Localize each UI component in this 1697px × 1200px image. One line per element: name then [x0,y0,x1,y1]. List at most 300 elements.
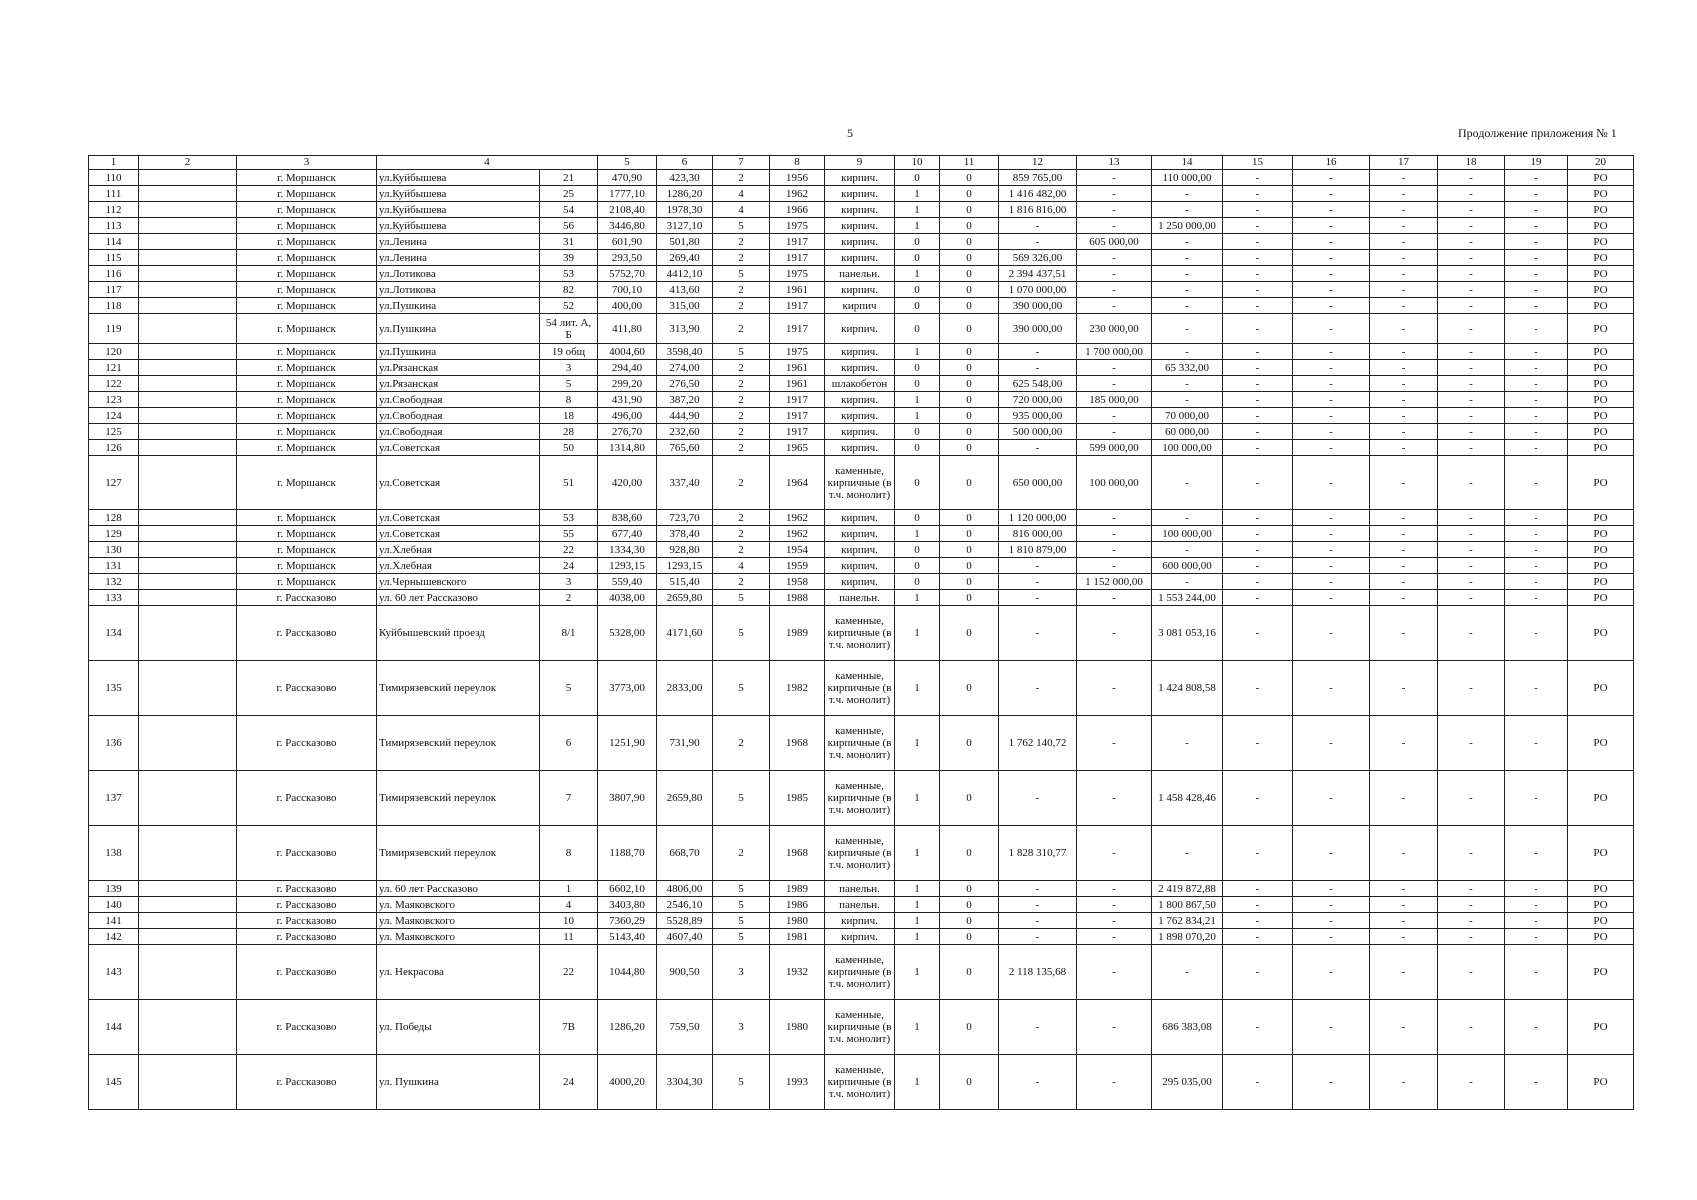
settlement-cell: г. Моршанск [237,360,377,376]
column-20-cell: РО [1568,606,1634,661]
column-17-cell: - [1370,558,1438,574]
column-18-cell: - [1438,202,1505,218]
column-6-cell: 413,60 [657,282,713,298]
settlement-cell: г. Рассказово [237,913,377,929]
table-row [89,606,1634,661]
column-8-cell: 1988 [770,590,825,606]
column-9-cell: кирпич. [825,202,895,218]
street-cell: ул.Хлебная [377,542,540,558]
column-12-cell: 2 394 437,51 [999,266,1077,282]
column-16-cell: - [1293,881,1370,897]
street-cell: ул. 60 лет Рассказово [377,590,540,606]
column-17-cell: - [1370,202,1438,218]
column-11-cell: 0 [940,929,999,945]
column-2-cell [139,392,237,408]
column-6-cell: 1286,20 [657,186,713,202]
column-9-cell: кирпич. [825,574,895,590]
column-13-cell: - [1077,282,1152,298]
column-17-cell: - [1370,250,1438,266]
column-9-cell: кирпич [825,298,895,314]
column-5-cell: 3807,90 [598,771,657,826]
street-cell: ул.Советская [377,510,540,526]
column-header: 5 [598,156,657,170]
column-18-cell: - [1438,716,1505,771]
column-7-cell: 2 [713,456,770,510]
house-number-cell: 54 [540,202,598,218]
column-20-cell: РО [1568,202,1634,218]
column-10-cell: 0 [895,234,940,250]
column-18-cell: - [1438,376,1505,392]
column-5-cell: 1188,70 [598,826,657,881]
column-18-cell: - [1438,771,1505,826]
column-15-cell: - [1223,424,1293,440]
street-cell: ул. Победы [377,1000,540,1055]
column-17-cell: - [1370,526,1438,542]
column-11-cell: 0 [940,945,999,1000]
street-cell: ул.Ленина [377,250,540,266]
column-15-cell: - [1223,510,1293,526]
row-number: 134 [89,606,139,661]
column-13-cell: - [1077,218,1152,234]
column-20-cell: РО [1568,526,1634,542]
street-cell: ул.Советская [377,526,540,542]
column-15-cell: - [1223,558,1293,574]
column-7-cell: 5 [713,266,770,282]
column-18-cell: - [1438,282,1505,298]
column-11-cell: 0 [940,1055,999,1110]
column-7-cell: 2 [713,250,770,266]
column-11-cell: 0 [940,881,999,897]
column-5-cell: 601,90 [598,234,657,250]
column-11-cell: 0 [940,298,999,314]
column-9-cell: каменные, кирпичные (в т.ч. монолит) [825,456,895,510]
street-cell: ул.Советская [377,440,540,456]
column-20-cell: РО [1568,360,1634,376]
column-16-cell: - [1293,170,1370,186]
column-15-cell: - [1223,408,1293,424]
column-10-cell: 1 [895,344,940,360]
column-7-cell: 4 [713,186,770,202]
column-15-cell: - [1223,1000,1293,1055]
column-18-cell: - [1438,234,1505,250]
column-18-cell: - [1438,408,1505,424]
house-number-cell: 25 [540,186,598,202]
column-20-cell: РО [1568,574,1634,590]
column-18-cell: - [1438,456,1505,510]
column-13-cell: - [1077,590,1152,606]
column-10-cell: 1 [895,661,940,716]
column-2-cell [139,661,237,716]
column-9-cell: кирпич. [825,408,895,424]
column-13-cell: - [1077,170,1152,186]
column-14-cell: - [1152,392,1223,408]
row-number: 144 [89,1000,139,1055]
column-9-cell: кирпич. [825,218,895,234]
street-cell: ул. Некрасова [377,945,540,1000]
column-8-cell: 1917 [770,234,825,250]
column-15-cell: - [1223,929,1293,945]
table-row [89,298,1634,314]
row-number: 143 [89,945,139,1000]
column-17-cell: - [1370,542,1438,558]
column-14-cell: 295 035,00 [1152,1055,1223,1110]
table-row [89,542,1634,558]
column-7-cell: 3 [713,945,770,1000]
house-number-cell: 19 общ [540,344,598,360]
street-cell: ул.Лотикова [377,282,540,298]
column-8-cell: 1962 [770,186,825,202]
column-8-cell: 1980 [770,913,825,929]
column-12-cell: - [999,344,1077,360]
column-20-cell: РО [1568,218,1634,234]
settlement-cell: г. Рассказово [237,929,377,945]
column-13-cell: - [1077,881,1152,897]
row-number: 128 [89,510,139,526]
column-11-cell: 0 [940,392,999,408]
settlement-cell: г. Моршанск [237,392,377,408]
column-7-cell: 5 [713,929,770,945]
column-5-cell: 470,90 [598,170,657,186]
column-5-cell: 5143,40 [598,929,657,945]
column-header: 15 [1223,156,1293,170]
column-18-cell: - [1438,298,1505,314]
column-2-cell [139,202,237,218]
row-number: 125 [89,424,139,440]
column-2-cell [139,881,237,897]
column-header: 2 [139,156,237,170]
settlement-cell: г. Моршанск [237,344,377,360]
column-17-cell: - [1370,1000,1438,1055]
column-10-cell: 0 [895,376,940,392]
column-10-cell: 0 [895,456,940,510]
column-15-cell: - [1223,945,1293,1000]
continuation-note: Продолжение приложения № 1 [1458,126,1617,140]
column-11-cell: 0 [940,408,999,424]
settlement-cell: г. Моршанск [237,170,377,186]
column-9-cell: кирпич. [825,282,895,298]
column-2-cell [139,218,237,234]
column-15-cell: - [1223,574,1293,590]
column-5-cell: 420,00 [598,456,657,510]
house-number-cell: 51 [540,456,598,510]
house-number-cell: 8 [540,392,598,408]
table-row [89,826,1634,881]
column-12-cell: 390 000,00 [999,298,1077,314]
column-16-cell: - [1293,771,1370,826]
column-16-cell: - [1293,440,1370,456]
table-row [89,250,1634,266]
house-number-cell: 54 лит. А, Б [540,314,598,344]
column-13-cell: 1 152 000,00 [1077,574,1152,590]
column-8-cell: 1932 [770,945,825,1000]
column-10-cell: 0 [895,574,940,590]
column-9-cell: панельн. [825,881,895,897]
column-13-cell: - [1077,826,1152,881]
column-2-cell [139,771,237,826]
column-18-cell: - [1438,186,1505,202]
column-header: 16 [1293,156,1370,170]
column-6-cell: 1293,15 [657,558,713,574]
column-7-cell: 2 [713,716,770,771]
row-number: 140 [89,897,139,913]
street-cell: ул.Советская [377,456,540,510]
column-2-cell [139,408,237,424]
column-header: 19 [1505,156,1568,170]
house-number-cell: 2 [540,590,598,606]
house-number-cell: 82 [540,282,598,298]
column-9-cell: кирпич. [825,526,895,542]
column-9-cell: кирпич. [825,542,895,558]
column-8-cell: 1986 [770,897,825,913]
column-7-cell: 2 [713,234,770,250]
column-12-cell: - [999,1055,1077,1110]
column-5-cell: 294,40 [598,360,657,376]
column-5-cell: 559,40 [598,574,657,590]
column-12-cell: - [999,771,1077,826]
row-number: 118 [89,298,139,314]
row-number: 114 [89,234,139,250]
column-2-cell [139,510,237,526]
row-number: 145 [89,1055,139,1110]
column-14-cell: 1 553 244,00 [1152,590,1223,606]
column-7-cell: 2 [713,282,770,298]
table-row [89,408,1634,424]
column-15-cell: - [1223,186,1293,202]
column-8-cell: 1917 [770,298,825,314]
column-11-cell: 0 [940,542,999,558]
column-19-cell: - [1505,344,1568,360]
column-19-cell: - [1505,282,1568,298]
column-16-cell: - [1293,542,1370,558]
column-header: 9 [825,156,895,170]
column-20-cell: РО [1568,456,1634,510]
column-18-cell: - [1438,250,1505,266]
column-6-cell: 5528,89 [657,913,713,929]
settlement-cell: г. Моршанск [237,314,377,344]
column-6-cell: 4412,10 [657,266,713,282]
column-11-cell: 0 [940,266,999,282]
column-8-cell: 1982 [770,661,825,716]
column-14-cell: - [1152,314,1223,344]
column-13-cell: - [1077,929,1152,945]
column-2-cell [139,266,237,282]
column-19-cell: - [1505,945,1568,1000]
settlement-cell: г. Рассказово [237,826,377,881]
column-8-cell: 1954 [770,542,825,558]
settlement-cell: г. Моршанск [237,574,377,590]
column-14-cell: - [1152,266,1223,282]
column-9-cell: каменные, кирпичные (в т.ч. монолит) [825,606,895,661]
column-11-cell: 0 [940,344,999,360]
column-9-cell: кирпич. [825,510,895,526]
column-9-cell: шлакобетон [825,376,895,392]
column-10-cell: 0 [895,360,940,376]
column-2-cell [139,440,237,456]
house-number-cell: 53 [540,510,598,526]
column-7-cell: 2 [713,526,770,542]
street-cell: Тимирязевский переулок [377,771,540,826]
column-11-cell: 0 [940,574,999,590]
column-10-cell: 0 [895,282,940,298]
column-20-cell: РО [1568,282,1634,298]
street-cell: ул.Свободная [377,408,540,424]
street-cell: ул. Пушкина [377,1055,540,1110]
column-9-cell: кирпич. [825,170,895,186]
column-2-cell [139,945,237,1000]
column-13-cell: 599 000,00 [1077,440,1152,456]
street-cell: ул.Пушкина [377,314,540,344]
row-number: 119 [89,314,139,344]
column-14-cell: 110 000,00 [1152,170,1223,186]
table-row [89,526,1634,542]
column-2-cell [139,558,237,574]
column-header: 12 [999,156,1077,170]
column-10-cell: 1 [895,266,940,282]
column-11-cell: 0 [940,360,999,376]
column-8-cell: 1956 [770,170,825,186]
street-cell: ул.Хлебная [377,558,540,574]
column-16-cell: - [1293,344,1370,360]
table-row [89,1000,1634,1055]
column-5-cell: 431,90 [598,392,657,408]
column-20-cell: РО [1568,881,1634,897]
column-19-cell: - [1505,1000,1568,1055]
street-cell: ул.Ленина [377,234,540,250]
settlement-cell: г. Моршанск [237,202,377,218]
column-16-cell: - [1293,266,1370,282]
column-header: 10 [895,156,940,170]
table-row [89,266,1634,282]
column-11-cell: 0 [940,314,999,344]
column-6-cell: 378,40 [657,526,713,542]
column-12-cell: - [999,218,1077,234]
settlement-cell: г. Моршанск [237,186,377,202]
settlement-cell: г. Рассказово [237,590,377,606]
column-17-cell: - [1370,408,1438,424]
column-6-cell: 387,20 [657,392,713,408]
column-10-cell: 1 [895,897,940,913]
table-row [89,186,1634,202]
column-10-cell: 0 [895,542,940,558]
column-2-cell [139,606,237,661]
column-9-cell: панельн. [825,266,895,282]
column-2-cell [139,298,237,314]
row-number: 132 [89,574,139,590]
column-5-cell: 496,00 [598,408,657,424]
house-number-cell: 1 [540,881,598,897]
column-6-cell: 276,50 [657,376,713,392]
column-7-cell: 2 [713,510,770,526]
column-12-cell: - [999,929,1077,945]
column-19-cell: - [1505,234,1568,250]
column-16-cell: - [1293,913,1370,929]
column-16-cell: - [1293,826,1370,881]
column-19-cell: - [1505,170,1568,186]
column-19-cell: - [1505,716,1568,771]
column-20-cell: РО [1568,1000,1634,1055]
column-6-cell: 3598,40 [657,344,713,360]
column-20-cell: РО [1568,716,1634,771]
column-14-cell: 1 800 867,50 [1152,897,1223,913]
column-6-cell: 2833,00 [657,661,713,716]
column-18-cell: - [1438,392,1505,408]
column-8-cell: 1966 [770,202,825,218]
table-row [89,771,1634,826]
column-8-cell: 1917 [770,408,825,424]
settlement-cell: г. Моршанск [237,250,377,266]
street-cell: ул.Лотикова [377,266,540,282]
column-11-cell: 0 [940,376,999,392]
column-14-cell: - [1152,945,1223,1000]
column-18-cell: - [1438,360,1505,376]
column-10-cell: 1 [895,826,940,881]
column-9-cell: кирпич. [825,440,895,456]
column-11-cell: 0 [940,716,999,771]
column-7-cell: 2 [713,376,770,392]
column-10-cell: 1 [895,606,940,661]
column-18-cell: - [1438,826,1505,881]
row-number: 139 [89,881,139,897]
column-17-cell: - [1370,771,1438,826]
row-number: 117 [89,282,139,298]
column-12-cell: - [999,558,1077,574]
column-5-cell: 677,40 [598,526,657,542]
column-9-cell: кирпич. [825,913,895,929]
house-number-cell: 31 [540,234,598,250]
column-12-cell: 2 118 135,68 [999,945,1077,1000]
column-16-cell: - [1293,456,1370,510]
column-11-cell: 0 [940,186,999,202]
column-8-cell: 1958 [770,574,825,590]
column-15-cell: - [1223,771,1293,826]
column-17-cell: - [1370,266,1438,282]
row-number: 116 [89,266,139,282]
column-17-cell: - [1370,945,1438,1000]
column-9-cell: кирпич. [825,186,895,202]
column-5-cell: 1286,20 [598,1000,657,1055]
column-10-cell: 0 [895,250,940,266]
column-19-cell: - [1505,929,1568,945]
settlement-cell: г. Рассказово [237,606,377,661]
column-16-cell: - [1293,360,1370,376]
column-14-cell: - [1152,826,1223,881]
column-20-cell: РО [1568,250,1634,266]
column-7-cell: 5 [713,1055,770,1110]
column-2-cell [139,360,237,376]
column-6-cell: 2546,10 [657,897,713,913]
column-5-cell: 299,20 [598,376,657,392]
row-number: 113 [89,218,139,234]
column-8-cell: 1975 [770,344,825,360]
column-14-cell: - [1152,510,1223,526]
column-8-cell: 1985 [770,771,825,826]
column-20-cell: РО [1568,234,1634,250]
column-2-cell [139,590,237,606]
column-11-cell: 0 [940,424,999,440]
column-17-cell: - [1370,344,1438,360]
column-10-cell: 1 [895,881,940,897]
column-13-cell: 605 000,00 [1077,234,1152,250]
table-row [89,234,1634,250]
column-19-cell: - [1505,542,1568,558]
table-row [89,376,1634,392]
column-16-cell: - [1293,945,1370,1000]
column-8-cell: 1917 [770,392,825,408]
column-header: 4 [377,156,598,170]
column-8-cell: 1961 [770,282,825,298]
column-14-cell: - [1152,574,1223,590]
column-11-cell: 0 [940,1000,999,1055]
